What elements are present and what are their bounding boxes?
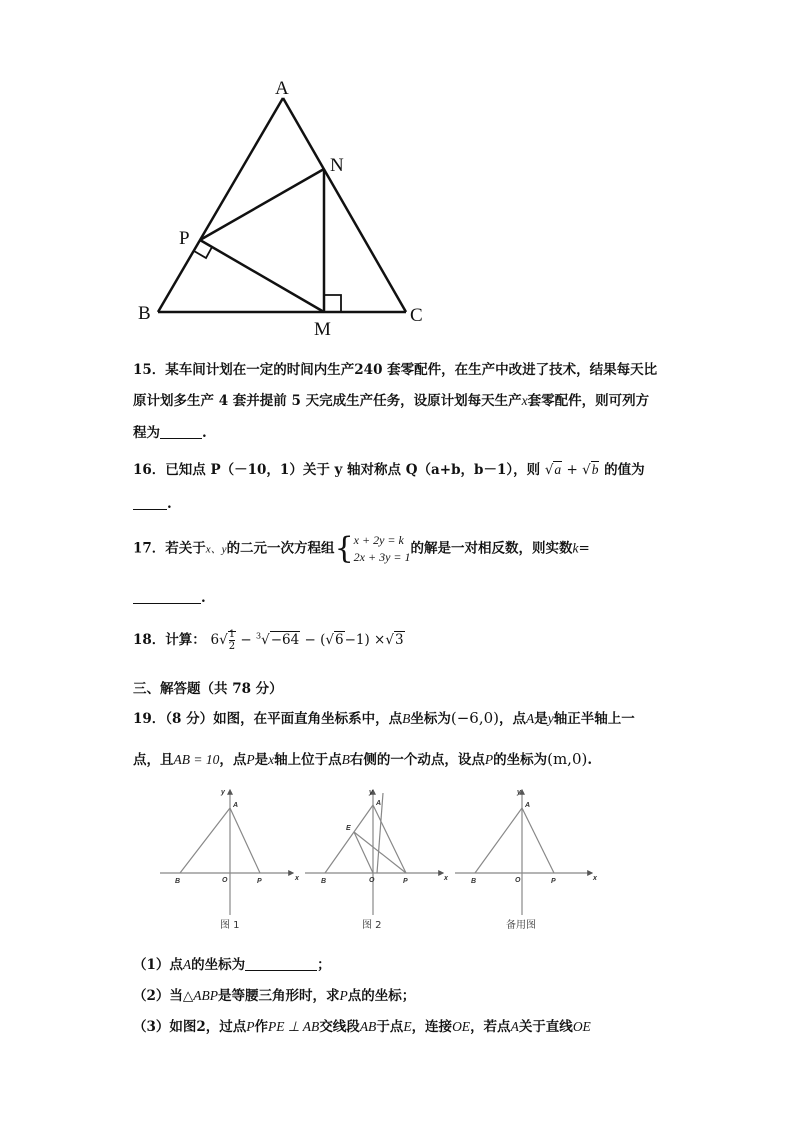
q19-var-p: P <box>246 752 255 767</box>
q19-var-p2: P <box>484 752 494 767</box>
label-m: M <box>314 319 331 340</box>
q17-prefix: 17．若关于 <box>133 540 206 557</box>
q19-text-1c: ，点 <box>499 711 527 727</box>
fig1-label-p: P <box>257 878 262 885</box>
q16-plus: + <box>566 462 578 478</box>
sub3-var-p: P <box>246 1019 255 1034</box>
q17-answer-blank[interactable] <box>133 589 201 604</box>
q19-text-1a: 19．（8 分）如图，在平面直角坐标系中，点 <box>133 711 403 727</box>
fig3-label-y: y <box>517 789 521 796</box>
q18-minus1: − <box>240 632 252 648</box>
q19-var-a: A <box>526 711 535 726</box>
q15-line1: 15．某车间计划在一定的时间内生产240 套零配件，在生产中改进了技术，结果每天比 <box>133 362 658 378</box>
q19-sub1 <box>133 953 331 973</box>
q19-coord-p: (m,0) <box>547 750 588 768</box>
q18-cube-index: 3 <box>255 631 262 641</box>
fig1-label-a: A <box>233 802 239 809</box>
q18-minus-one: −1 <box>344 632 365 648</box>
figure-2 <box>305 790 443 915</box>
label-n: N <box>330 155 344 176</box>
sub2-abp: ABP <box>193 988 219 1003</box>
sub3-text-a: （3）如图2，过点 <box>133 1019 247 1035</box>
q16-line: 16．已知点 P（－10，1）关于 y 轴对称点 Q（a+b，b－1），则 √a + √b 的值为 <box>133 462 645 478</box>
q17-brace: { <box>334 531 354 566</box>
q19-var-b2: B <box>341 752 350 767</box>
segment-pn <box>200 169 324 240</box>
sub2-text-c: 点的坐标； <box>347 988 416 1004</box>
q18-radicand2: −64 <box>270 632 300 648</box>
q16-sqrt-b: b <box>591 462 599 477</box>
q18-radicand4: 3 <box>394 632 404 648</box>
fig3-label-o: O <box>515 877 521 884</box>
q16-suffix: 的值为 <box>604 462 645 478</box>
q17-mid: 的二元一次方程组 <box>226 540 335 557</box>
segment-pm <box>200 240 324 312</box>
sub3-var-a: A <box>510 1019 519 1034</box>
q18-line <box>133 628 405 652</box>
q19-text-2c: 是 <box>254 752 269 768</box>
sub2-var-p: P <box>339 988 348 1003</box>
fig1-label-x: x <box>295 875 299 882</box>
fig2-label-p: P <box>403 878 408 885</box>
q19-sub2 <box>133 984 415 1004</box>
right-angle-mark-m <box>324 295 341 312</box>
triangle-figure <box>130 70 440 345</box>
side-ac <box>283 98 406 312</box>
sub1-var-a: A <box>182 957 192 972</box>
fig1-label-y: y <box>221 789 225 796</box>
q15-line2-a: 原计划多生产 4 套并提前 5 天完成生产任务，设原计划每天生产 <box>133 393 522 409</box>
q17-eq1: x + 2y = k <box>353 533 404 547</box>
label-a: A <box>275 78 289 99</box>
sub3-text-g: 关于直线 <box>518 1019 573 1035</box>
side-ab <box>158 98 283 312</box>
sub3-var-e: E <box>403 1019 412 1034</box>
q17-suffix: 的解是一对相反数，则实数 <box>410 540 573 557</box>
sub1-text-a: （1）点 <box>133 957 183 973</box>
q16-text: 16．已知点 P（－10，1）关于 y 轴对称点 Q（a+b，b－1），则 <box>133 462 541 478</box>
sub1-text-c: ； <box>317 957 331 973</box>
q17-eq2: 2x + 3y = 1 <box>353 550 411 564</box>
q18-coef: 6 <box>210 632 220 648</box>
q19-var-b: B <box>402 711 411 726</box>
q16-line2: . <box>133 495 172 512</box>
q19-text-1b: 坐标为 <box>410 711 451 727</box>
fig2-label-y: y <box>369 789 373 796</box>
q19-ab10: AB = 10 <box>173 752 220 767</box>
figure-spare <box>455 790 592 915</box>
q17-k: k <box>572 540 579 556</box>
q15-line3-text: 程为 <box>133 425 160 441</box>
sub1-answer-blank[interactable] <box>245 956 317 971</box>
right-angle-mark-p <box>194 247 212 258</box>
q18-prefix: 18．计算： <box>133 632 206 648</box>
q15-line2-b: 套零配件，则可列方 <box>527 393 650 409</box>
q15-var-x: x <box>521 393 528 408</box>
q19-sub3 <box>133 1015 591 1035</box>
label-c: C <box>410 305 423 326</box>
q19-text-2a: 点，且 <box>133 752 174 768</box>
fig1-label-o: O <box>222 877 228 884</box>
figure-1 <box>160 790 293 915</box>
q15-line3: 程为 . <box>133 425 207 441</box>
sub2-text-b: 是等腰三角形时，求 <box>218 988 340 1004</box>
sub3-text-e: ，连接 <box>411 1019 453 1035</box>
q18-expression: 6√ $\frac{1}{2}$ − $^3$√−64 − (√6−1) ×√3 <box>210 629 404 652</box>
q15-answer-blank[interactable] <box>160 424 202 439</box>
sub2-text-a: （2）当△ <box>133 988 194 1004</box>
fig3-caption: 备用图 <box>506 920 536 931</box>
fig2-label-x: x <box>444 875 448 882</box>
q18-times: × <box>374 632 386 648</box>
q19-text-2e: 右侧的一个动点，设点 <box>349 752 485 768</box>
q17-eq: = <box>578 540 590 557</box>
sub3-pe-perp-ab: PE ⊥ AB <box>268 1019 320 1034</box>
q19-var-x: x <box>268 752 275 767</box>
sub3-ab: AB <box>359 1019 377 1034</box>
q19-line1 <box>133 707 635 727</box>
fig2-caption: 图 2 <box>362 920 382 931</box>
fig3-label-p: P <box>551 878 556 885</box>
q18-minus2: − <box>304 632 316 648</box>
sub3-oe: OE <box>452 1019 471 1034</box>
q17-vars: x、y <box>205 543 227 556</box>
sub1-text-b: 的坐标为 <box>191 957 246 973</box>
sub3-text-b: 作 <box>254 1019 269 1035</box>
label-p: P <box>179 228 190 249</box>
q19-var-y: y <box>547 711 554 726</box>
section-heading: 三、解答题（共 78 分） <box>133 681 283 697</box>
coordinate-figures <box>150 780 610 940</box>
sub3-text-c: 交线段 <box>319 1019 360 1035</box>
q15-line2 <box>133 389 649 409</box>
q17-system <box>354 532 411 566</box>
fig3-label-x: x <box>593 875 597 882</box>
q19-text-2d: 轴上位于点 <box>274 752 342 768</box>
q19-text-2f: 的坐标为 <box>493 752 548 768</box>
fig2-label-a: A <box>376 800 382 807</box>
fig1-label-b: B <box>175 878 181 885</box>
sub3-oe2: OE <box>572 1019 591 1034</box>
q19-text-2b: ，点 <box>219 752 247 768</box>
q19-text-2g: . <box>587 752 593 768</box>
sub3-text-f: ，若点 <box>470 1019 511 1035</box>
label-b: B <box>138 303 151 324</box>
q19-coord-b: (−6,0) <box>450 709 500 727</box>
fig3-label-b: B <box>471 878 477 885</box>
q17-line2: . <box>133 589 206 606</box>
fig2-label-o: O <box>369 877 375 884</box>
q18-fraction: $\frac{1}{2}$ <box>228 629 236 652</box>
q19-text-1d: 是 <box>534 711 548 727</box>
q18-radicand3: 6 <box>334 632 344 648</box>
q19-line2 <box>133 748 592 768</box>
fig3-label-a: A <box>525 802 531 809</box>
fig2-label-b: B <box>321 878 327 885</box>
sub3-text-d: 于点 <box>376 1019 404 1035</box>
q16-answer-blank[interactable] <box>133 495 167 510</box>
fig1-caption: 图 1 <box>220 920 240 931</box>
q19-text-1e: 轴正半轴上一 <box>553 711 635 727</box>
q16-sqrt-a: a <box>554 462 562 477</box>
q17-line <box>133 532 590 566</box>
fig2-label-e: E <box>346 825 351 832</box>
